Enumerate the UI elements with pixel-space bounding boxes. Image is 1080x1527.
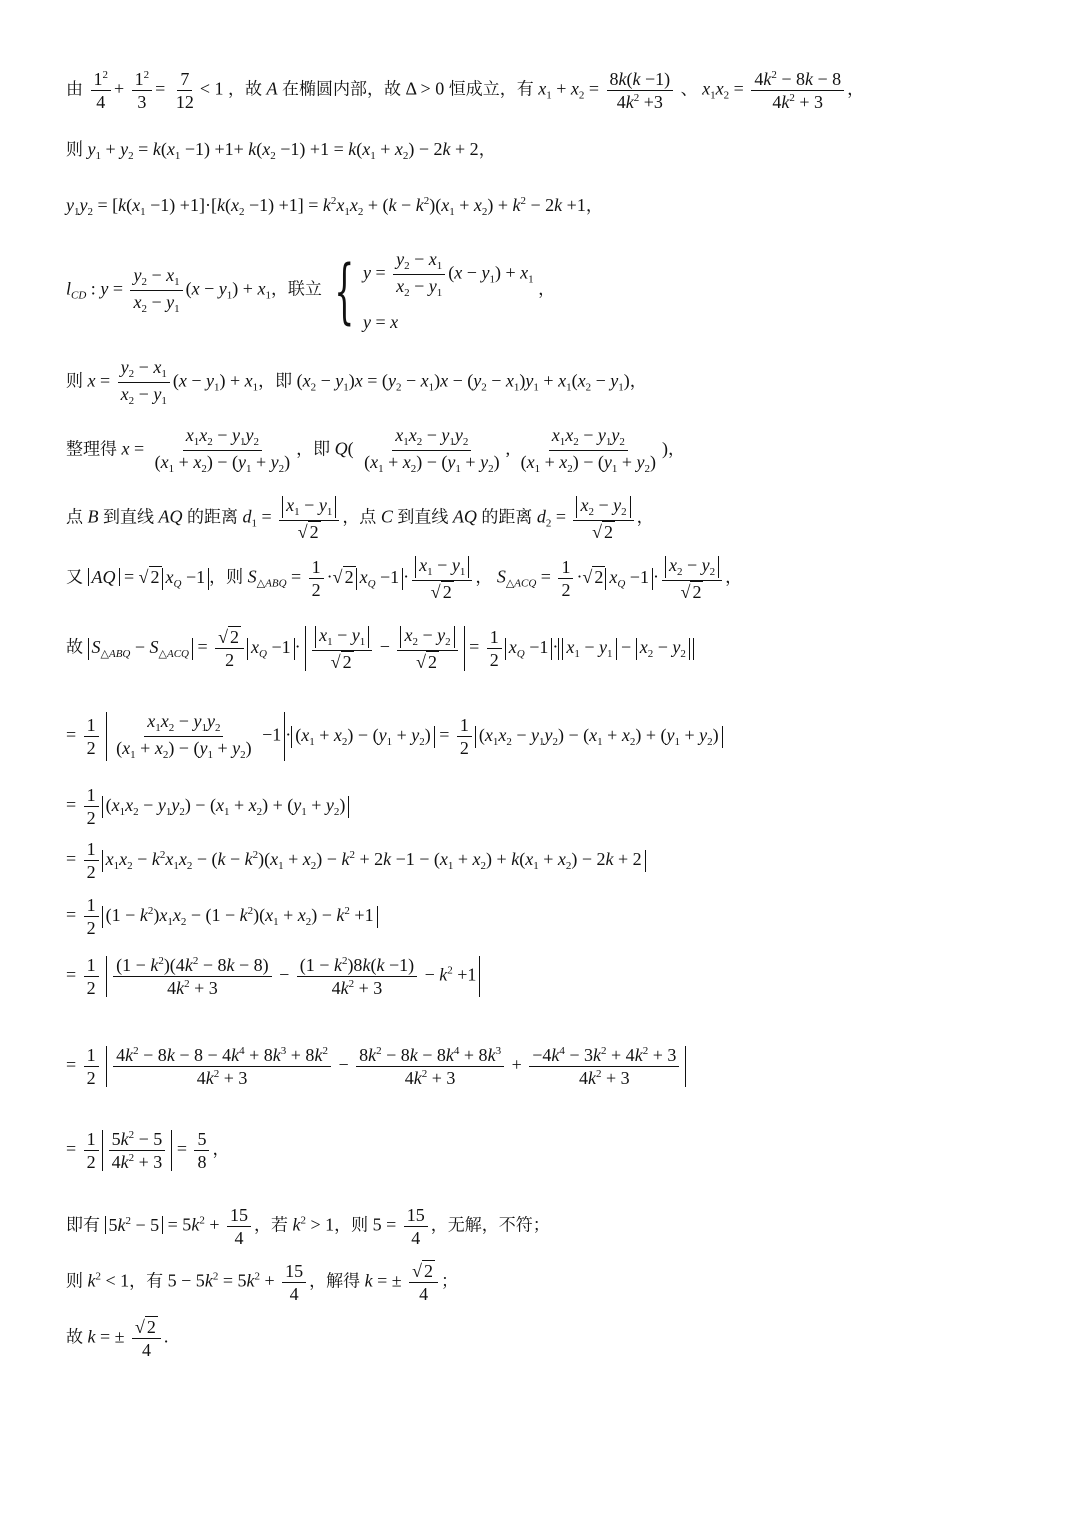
math-line-16: = $\frac{1}{2}$ $\frac{5k^2 - 5}{4k^2 + 3}$ = $\frac{5}{8}$ ， <box>66 1129 230 1172</box>
math-line-6: 整理得 x = $\frac{x_1x_2 - y_1y_2}{(x_1 + x_2) - (y_1 + y_2)}$ ，即 Q( $\frac{x_1x_2 - y_1y_2}{(x_1 + x_2) - (y_1 + y_2)}$ , $\frac{x_1x_2 - y_1y_2}{(x_1 + x_2) - (y_1 + y_2)}$ )， <box>66 425 686 475</box>
math-line-3: $y_1y_2 = [k(x_1 -1) +1]\cdot[k(x_2 -1) +1] = k^2x_1x_2 + (k - k^2)(x_1 + x_2) + k^2 - 2k +1$， <box>66 195 603 218</box>
math-line-11: = $\frac{1}{2}$ $(x_1x_2 - y_1y_2) - (x_1 + x_2) + (y_1 + y_2)$ <box>66 786 349 827</box>
math-line-7: 点 B 到直线 AQ 的距离 $d_1$ = $\frac{x_1 - y_1}{√ 2}$ ，点 C 到直线 AQ 的距离 $d_2$ = $\frac{x_2 - y_2}{√ 2}$ ， <box>66 495 654 542</box>
math-line-5: 则 x = $\frac{y_2 - x_1}{x_2 - y_1}$ $(x - y_1) + x_1$，即 $(x_2 - y_1)x = (y_2 - x_1)x - (y_2 - x_1)y_1 + x_1(x_2 - y_1)$， <box>66 357 647 407</box>
math-line-17: 即有 $5k^2 - 5 = 5k^2$ + $\frac{15}{4}$ ，若 $k^2 > 1$，则 5 = $\frac{15}{4}$ ，无解，不符； <box>66 1205 550 1248</box>
math-line-1: 由 $\frac{1^2}{4}$ + $\frac{1^2}{3}$ = $\frac{7}{12}$ < 1 ，故 A 在椭圆内部，故 Δ > 0 恒成立，有 $x_1 + x_2$ = $\frac{8k(k -1)}{4k^2 +3}$ 、 $x_1x_2$ = $\frac{4k^2 - 8k - 8}{4k^2 + 3}$ ， <box>66 69 865 112</box>
math-line-14: = $\frac{1}{2}$ $\frac{(1 - k^2)(4k^2 - 8k - 8)}{4k^2 + 3}$ − $\frac{(1 - k^2)8k(k -1)}{4k^2 + 3}$ − $k^2 +1$ <box>66 956 480 997</box>
math-line-13: = $\frac{1}{2}$ $(1 - k^2)x_1x_2 - (1 - k^2)(x_1 + x_2) - k^2 +1$ <box>66 896 378 937</box>
math-line-2: 则 $y_1 + y_2 = k(x_1 -1) +1+ k(x_2 -1) +1 = k(x_1 + x_2) - 2k + 2$， <box>66 139 496 162</box>
math-line-18: 则 $k^2 < 1$，有 $5 - 5k^2 = 5k^2$ + $\frac{15}{4}$ ，解得 k = ± $\frac{√ 2}{4}$ ； <box>66 1261 459 1304</box>
math-line-10: = $\frac{1}{2}$ $\frac{x_1x_2 - y_1y_2}{(x_1 + x_2) - (y_1 + y_2)}$ $-1 \cdot (x_1 + x_2) - (y_1 + y_2)$ = $\frac{1}{2}$ $(x_1x_2 - y_1y_2) - (x_1 + x_2) + (y_1 + y_2)$ <box>66 712 723 761</box>
math-line-4: $l_{CD}$ : y = $\frac{y_2 - x_1}{x_2 - y_1}$ $(x - y_1) + x_1$，联立 { y = $\frac{y_2 - x_1}{x_2 - y_1}$ $(x - y_1) + x_1$ y = x ， <box>66 249 556 332</box>
math-line-15: = $\frac{1}{2}$ $\frac{4k^2 - 8k - 8 - 4k^4 + 8k^3 + 8k^2}{4k^2 + 3}$ − $\frac{8k^2 - 8k - 8k^4 + 8k^3}{4k^2 + 3}$ + $\frac{-4k^4 - 3k^2 + 4k^2 + 3}{4k^2 + 3}$ <box>66 1046 686 1087</box>
math-line-12: = $\frac{1}{2}$ $x_1x_2 - k^2x_1x_2 - (k - k^2)(x_1 + x_2) - k^2 + 2k -1 - (x_1 + x_2) + k(x_1 + x_2) - 2k + 2$ <box>66 840 646 881</box>
math-line-8: 又 AQ = √ 2 $x_Q -1$ ，则 $S_{\triangle ABQ}$ = $\frac{1}{2}$ ·√ 2 $x_Q -1$ · $\frac{x_1 - y_1}{√ 2}$ ， $S_{\triangle ACQ}$ = $\frac{1}{2}$ ·√ 2 $x_Q -1$ · $\frac{x_2 - y_2}{√ 2}$ ， <box>66 555 743 602</box>
math-line-9: 故 $S_{\triangle ABQ} - S_{\triangle ACQ}$ = $\frac{√ 2}{2}$ $x_Q -1$ · $\frac{x_1 - y_1}{√ 2}$ − $\frac{x_2 - y_2}{√ 2}$ = $\frac{1}{2}$ $x_Q -1 \cdot x_1 - y_1 - x_2 - y_2$ <box>66 626 694 671</box>
math-line-19: 故 k = ± $\frac{√ 2}{4}$ . <box>66 1317 169 1360</box>
